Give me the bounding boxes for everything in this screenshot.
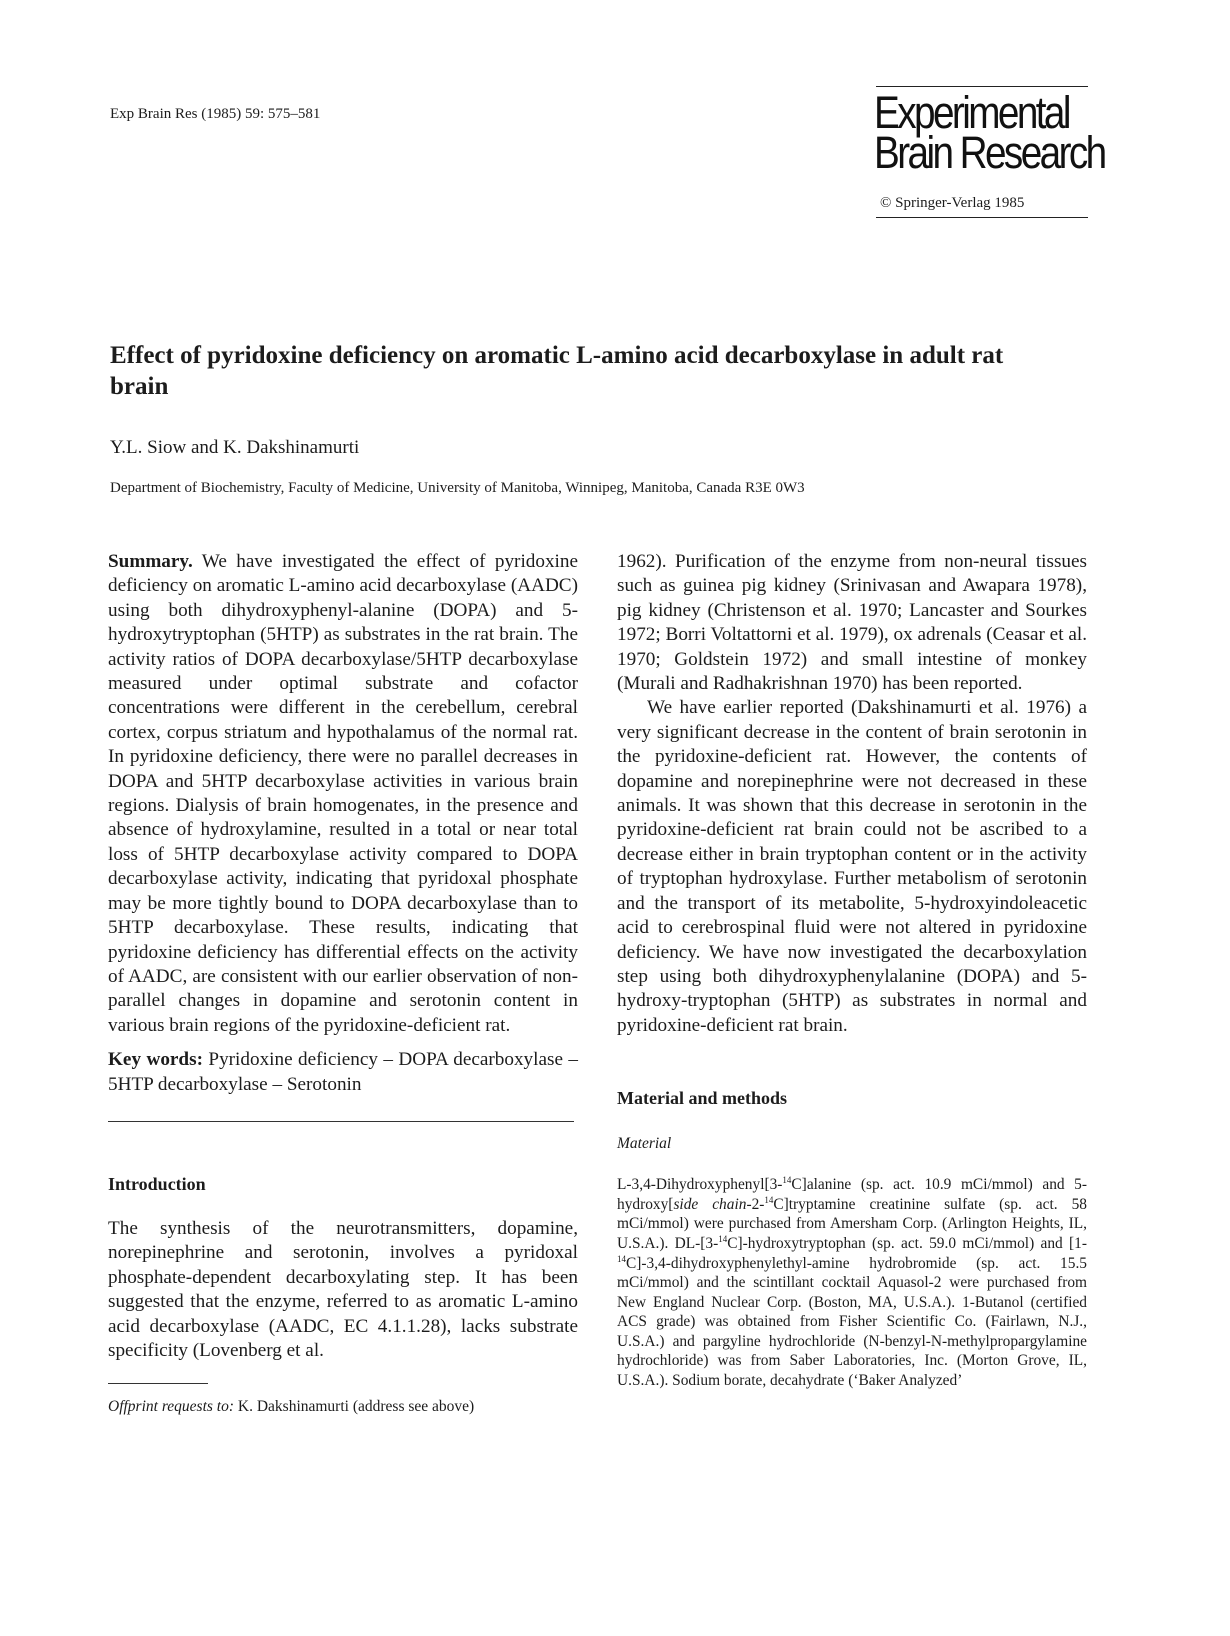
keywords-text: Pyridoxine deficiency – DOPA decarboxylase – 5HTP decarboxylase – Serotonin [108,1049,579,1095]
isotope-superscript: 14 [764,1194,774,1205]
section-divider [108,1121,574,1122]
isotope-superscript: 14 [617,1253,626,1264]
journal-citation: Exp Brain Res (1985) 59: 575–581 [110,106,321,122]
footnote-rule [108,1383,208,1384]
material-text-segment: C]tryptamine creatinine sulfate (sp. act. 58 mCi/mmol) were purchased from Amersham Corp. (Arlington Heights, IL, U.S.A.). DL-[3- [617,1195,1087,1252]
offprint-footnote [108,1398,578,1416]
right-paragraph-2: We have earlier reported (Dakshinamurti et al. 1976) a very significant decrease in the content of brain serotonin in the pyridoxine-deficient rat. However, the contents of dopamine and norepinephrine were not decreased in these animals. It was shown that this decrease in serotonin in the pyridoxine-deficient rat brain could not be ascribed to a decrease either in brain tryptophan content or in the activity of tryptophan hydroxylase. Further metabolism of serotonin and the transport of its metabolite, 5-hydroxyindoleacetic acid to cerebrospinal fluid were not altered in pyridoxine deficiency. We have now investigated the decarboxylation step using both dihydroxyphenylalanine (DOPA) and 5-hydroxy-tryptophan (5HTP) as substrates in normal and pyridoxine-deficient rat brain. [617,697,1087,1036]
isotope-superscript: 14 [718,1233,728,1244]
summary-text: We have investigated the effect of pyridoxine deficiency on aromatic L-amino acid decarboxylase (AADC) using both dihydroxyphenyl-alanine (DOPA) and 5-hydroxytryptophan (5HTP) as substrates in the rat brain. The activity ratios of DOPA decarboxylase/5HTP decarboxylase measured under optimal substrate and cofactor concentrations were different in the cerebellum, cerebral cortex, corpus striatum and hypothalamus of the normal rat. In pyridoxine deficiency, there were no parallel decreases in DOPA and 5HTP decarboxylase activities in various brain regions. Dialysis of brain homogenates, in the presence and absence of hydroxylamine, resulted in a total or near total loss of 5HTP decarboxylase activity compared to DOPA decarboxylase activity, indicating that pyridoxal phosphate may be more tightly bound to DOPA decarboxylase than to 5HTP decarboxylase. These results, indicating that pyridoxine deficiency has differential effects on the activity of AADC, are consistent with our earlier observation of non-parallel changes in dopamine and serotonin content in various brain regions of the pyridoxine-deficient rat. [108,551,578,1036]
summary-paragraph [108,550,578,1038]
logo-bottom-rule [876,217,1088,218]
material-text-segment: L-3,4-Dihydroxyphenyl[3- [617,1176,783,1194]
material-subheading: Material [617,1135,672,1153]
introduction-paragraph: The synthesis of the neurotransmitters, dopamine, norepinephrine and serotonin, involves a pyridoxal phosphate-dependent decarboxylating step. It has been suggested that the enzyme, referred to as aromatic L-amino acid decarboxylase (AADC, EC 4.1.1.28), lacks substrate specificity (Lovenberg et al. [108,1217,578,1361]
keywords-label: Key words: [108,1049,203,1071]
right-paragraph-1: 1962). Purification of the enzyme from non-neural tissues such as guinea pig kidney (Srinivasan and Awapara 1978), pig kidney (Christenson et al. 1970; Lancaster and Sourkes 1972; Borri Voltattorni et al. 1979), ox adrenals (Ceasar et al. 1970; Goldstein 1972) and small intestine of monkey (Murali and Radhakrishnan 1970) has been reported. [617,551,1087,695]
article-authors: Y.L. Siow and K. Dakshinamurti [110,437,360,458]
copyright-notice: © Springer-Verlag 1985 [880,195,1025,211]
summary-label: Summary. [108,551,193,572]
left-column [108,550,578,1416]
journal-logo-line2: Brain Research [874,127,1105,178]
material-text-segment: -2- [746,1195,765,1213]
material-text-segment: C]alanine (sp. act. 10.9 mCi/mmol) and 5-hydroxy[ [617,1176,1087,1213]
article-title: Effect of pyridoxine deficiency on aromatic L-amino acid decarboxylase in adult rat brain [110,342,1004,400]
footnote-text: K. Dakshinamurti (address see above) [234,1398,475,1416]
keywords-paragraph [108,1048,578,1097]
author-affiliation: Department of Biochemistry, Faculty of Medicine, University of Manitoba, Winnipeg, Manitoba, Canada R3E 0W3 [110,480,805,496]
material-italic-segment: side chain [673,1195,747,1213]
material-text-segment: C]-3,4-dihydroxyphenylethyl-amine hydrobromide (sp. act. 15.5 mCi/mmol) and the scintillant cocktail Aquasol-2 were purchased from New England Nuclear Corp. (Boston, MA, U.S.A.). 1-Butanol (certified ACS grade) was obtained from Fisher Scientific Co. (Fairlawn, N.J., U.S.A.) and pargyline hydrochloride (N-benzyl-N-methylpropargylamine hydrochloride) was from Saber Laboratories, Inc. (Morton Grove, IL, U.S.A.). Sodium borate, decahydrate (‘Baker Analyzed’ [617,1254,1087,1390]
isotope-superscript: 14 [782,1175,792,1185]
footnote-label: Offprint requests to: [108,1398,235,1416]
right-column [617,550,1087,1406]
journal-logo-line1: Experimental [874,87,1069,138]
methods-heading: Material and methods [617,1088,787,1109]
introduction-heading: Introduction [108,1173,206,1194]
material-paragraph [617,1175,1087,1391]
material-text-segment: C]-hydroxytryptophan (sp. act. 59.0 mCi/mmol) and [1- [727,1234,1087,1252]
journal-logo [874,87,1105,178]
